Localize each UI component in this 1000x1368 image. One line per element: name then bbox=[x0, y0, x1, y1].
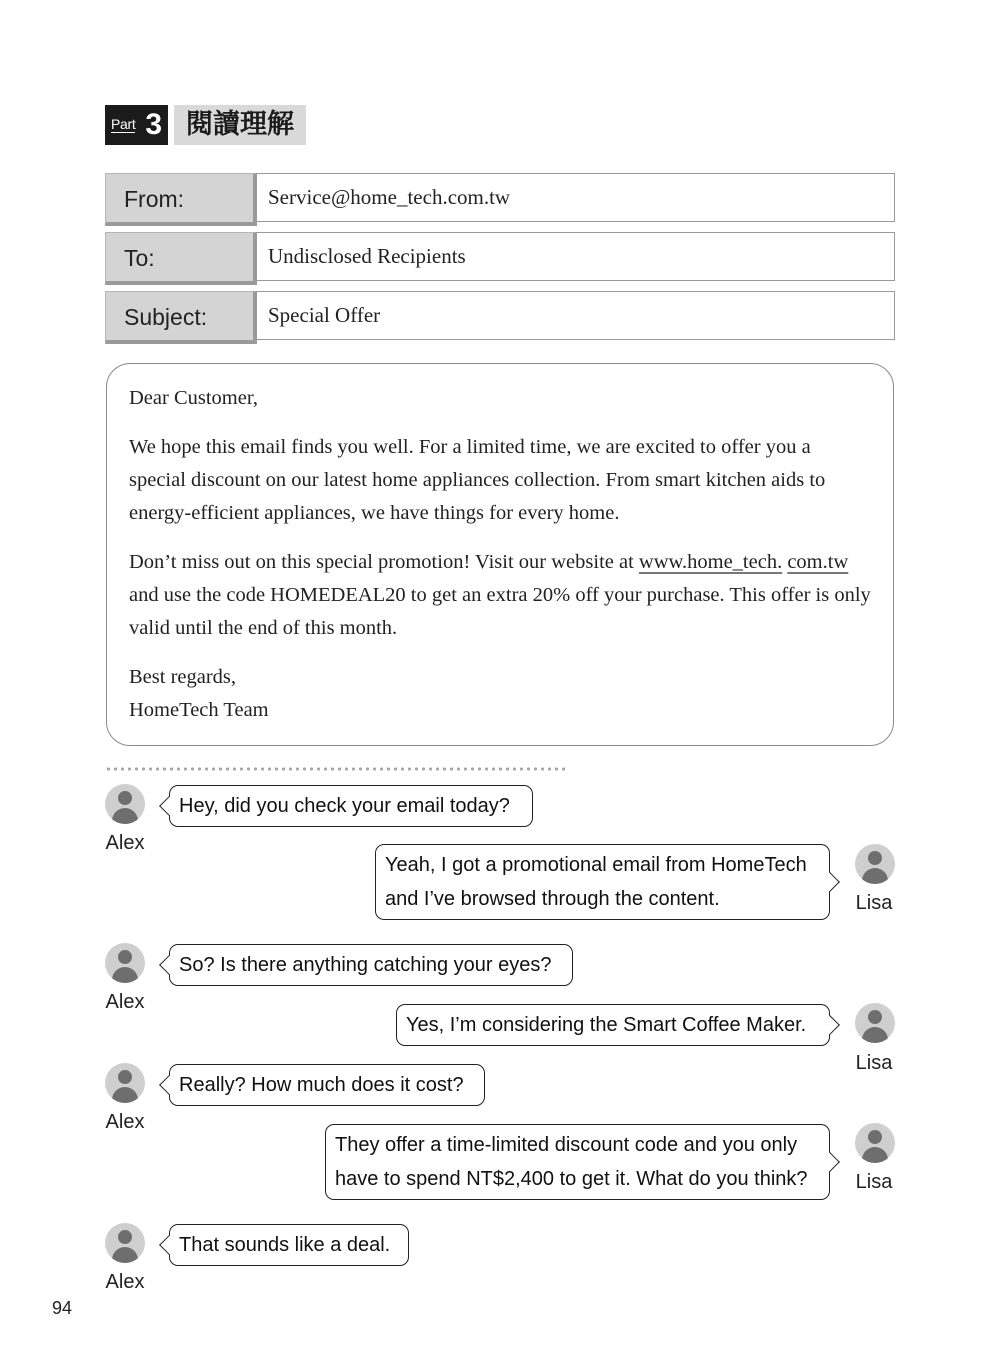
speaker-name: Lisa bbox=[855, 1052, 893, 1074]
from-value: Service@home_tech.com.tw bbox=[256, 173, 895, 222]
email-body bbox=[106, 363, 894, 746]
speaker-name: Alex bbox=[105, 1271, 145, 1293]
speaker-name: Alex bbox=[105, 991, 145, 1013]
to-value: Undisclosed Recipients bbox=[256, 232, 895, 281]
speaker-name: Lisa bbox=[855, 892, 893, 914]
bubble-line: So? Is there anything catching your eyes? bbox=[179, 954, 552, 976]
avatar-lisa bbox=[855, 1123, 895, 1163]
bubble-line: Hey, did you check your email today? bbox=[179, 795, 510, 817]
email-signature: HomeTech Team bbox=[129, 699, 269, 721]
bubble-line: Yes, I’m considering the Smart Coffee Maker. bbox=[406, 1014, 807, 1036]
part-word: Part bbox=[111, 116, 136, 132]
email-subject-row bbox=[105, 291, 895, 343]
speech-bubble bbox=[169, 944, 573, 986]
email-closing: Best regards, bbox=[129, 666, 237, 688]
speech-bubble bbox=[169, 1064, 485, 1106]
section-title: 閱讀理解 bbox=[174, 105, 306, 145]
bubble-line: That sounds like a deal. bbox=[179, 1234, 391, 1256]
paragraph-2-intro: Don’t miss out on this special promotion! Visit our website at bbox=[129, 551, 639, 573]
speech-bubble bbox=[375, 844, 830, 920]
avatar-alex bbox=[105, 1223, 145, 1263]
email-greeting: Dear Customer, bbox=[129, 387, 258, 409]
page-number: 94 bbox=[52, 1298, 73, 1318]
bubble-line: have to spend NT$2,400 to get it. What do you think? bbox=[335, 1168, 808, 1190]
email-from-row bbox=[105, 173, 895, 225]
email-paragraph-2 bbox=[129, 546, 871, 645]
speaker-name: Lisa bbox=[855, 1171, 893, 1193]
speech-bubble bbox=[396, 1004, 830, 1046]
avatar-alex bbox=[105, 1063, 145, 1103]
avatar-lisa bbox=[855, 1003, 895, 1043]
speech-bubble bbox=[325, 1124, 830, 1200]
email-paragraph-1: We hope this email finds you well. For a limited time, we are excited to offer you a special discount on our latest home appliances collection. From smart kitchen aids to energy-efficient appliances, we have things for every home. bbox=[129, 436, 826, 524]
speech-bubble bbox=[169, 785, 533, 827]
paragraph-2-rest: and use the code HOMEDEAL20 to get an extra 20% off your purchase. This offer is only valid until the end of this month. bbox=[129, 584, 871, 639]
bubble-line: Yeah, I got a promotional email from HomeTech bbox=[385, 854, 807, 876]
website-link-part-2[interactable]: com.tw bbox=[787, 551, 849, 573]
avatar-alex bbox=[105, 943, 145, 983]
bubble-line: They offer a time-limited discount code and you only bbox=[335, 1134, 798, 1156]
avatar-lisa bbox=[855, 844, 895, 884]
part-number: 3 bbox=[145, 108, 162, 141]
speech-bubble bbox=[169, 1224, 409, 1266]
speaker-name: Alex bbox=[105, 1111, 145, 1133]
subject-value: Special Offer bbox=[256, 291, 895, 340]
from-label: From: bbox=[105, 173, 257, 226]
subject-label: Subject: bbox=[105, 291, 257, 344]
bubble-line: and I’ve browsed through the content. bbox=[385, 888, 720, 910]
speaker-name: Alex bbox=[105, 832, 145, 854]
to-label: To: bbox=[105, 232, 257, 285]
bubble-line: Really? How much does it cost? bbox=[179, 1074, 464, 1096]
website-link-part-1[interactable]: www.home_tech. bbox=[638, 551, 783, 573]
email-to-row bbox=[105, 232, 895, 284]
part-tag bbox=[105, 105, 168, 145]
dotted-divider bbox=[105, 767, 565, 771]
avatar-alex bbox=[105, 784, 145, 824]
